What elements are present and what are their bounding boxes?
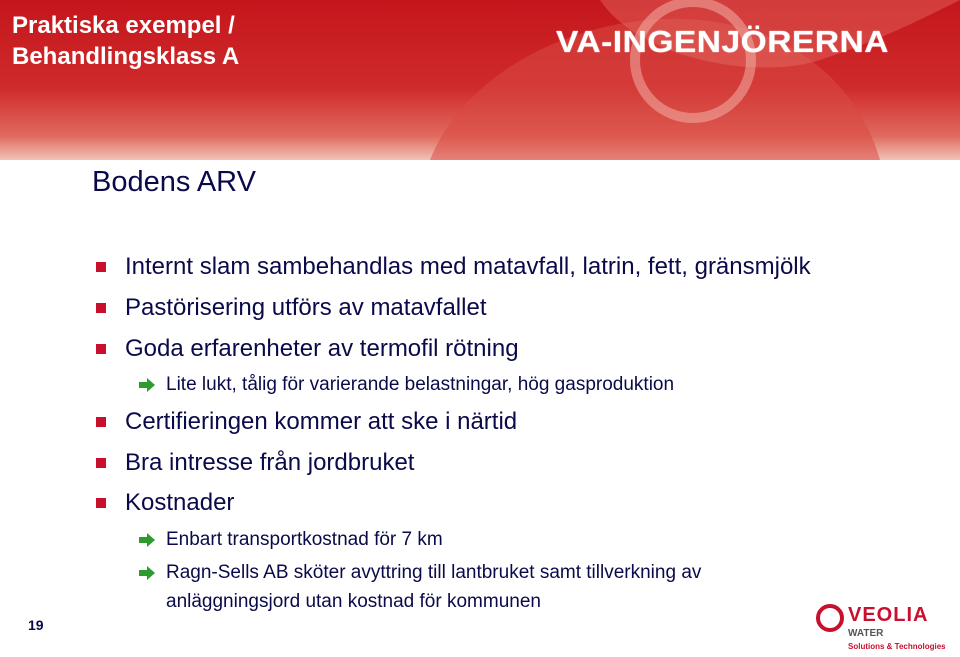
veolia-water-label: WATER [848,628,884,639]
veolia-tagline: Solutions & Technologies [848,642,946,651]
section-title-line-1: Praktiska exempel / [12,12,235,39]
bullet-text: Bra intresse från jordbruket [125,449,415,476]
square-bullet-icon [96,458,106,468]
bullet-text: Goda erfarenheter av termofil rötning [125,335,519,362]
veolia-wordmark: VEOLIA [848,604,929,626]
square-bullet-icon [96,303,106,313]
arrow-right-icon [138,377,156,393]
square-bullet-icon [96,417,106,427]
section-title-line-2: Behandlingsklass A [12,43,240,70]
arrow-right-icon [138,532,156,548]
bullet-text: Kostnader [125,489,235,516]
arrow-right-icon [138,565,156,581]
veolia-swirl-icon [816,604,844,632]
square-bullet-icon [96,344,106,354]
sub-bullet-text: Lite lukt, tålig för varierande belastningar, hög gasproduktion [166,374,675,395]
slide-heading: Bodens ARV [92,166,256,198]
page-number: 19 [28,617,44,633]
square-bullet-icon [96,262,106,272]
bullet-text: Pastörisering utförs av matavfallet [125,294,487,321]
sub-bullet-text: Ragn-Sells AB sköter avyttring till lantbruket samt tillverkning av [166,562,702,583]
veolia-logo [814,600,954,656]
sub-bullet-text: Enbart transportkostnad för 7 km [166,529,443,550]
square-bullet-icon [96,498,106,508]
slide-section-title [12,10,239,72]
bullet-text: Internt slam sambehandlas med matavfall, latrin, fett, gränsmjölk [125,253,811,280]
header-banner [0,0,960,160]
va-ingenjorerna-logo: VA-INGENJÖRERNA [556,24,890,59]
bullet-text: Certifieringen kommer att ske i närtid [125,408,518,435]
sub-bullet-text-continued: anläggningsjord utan kostnad för kommunen [166,591,541,612]
